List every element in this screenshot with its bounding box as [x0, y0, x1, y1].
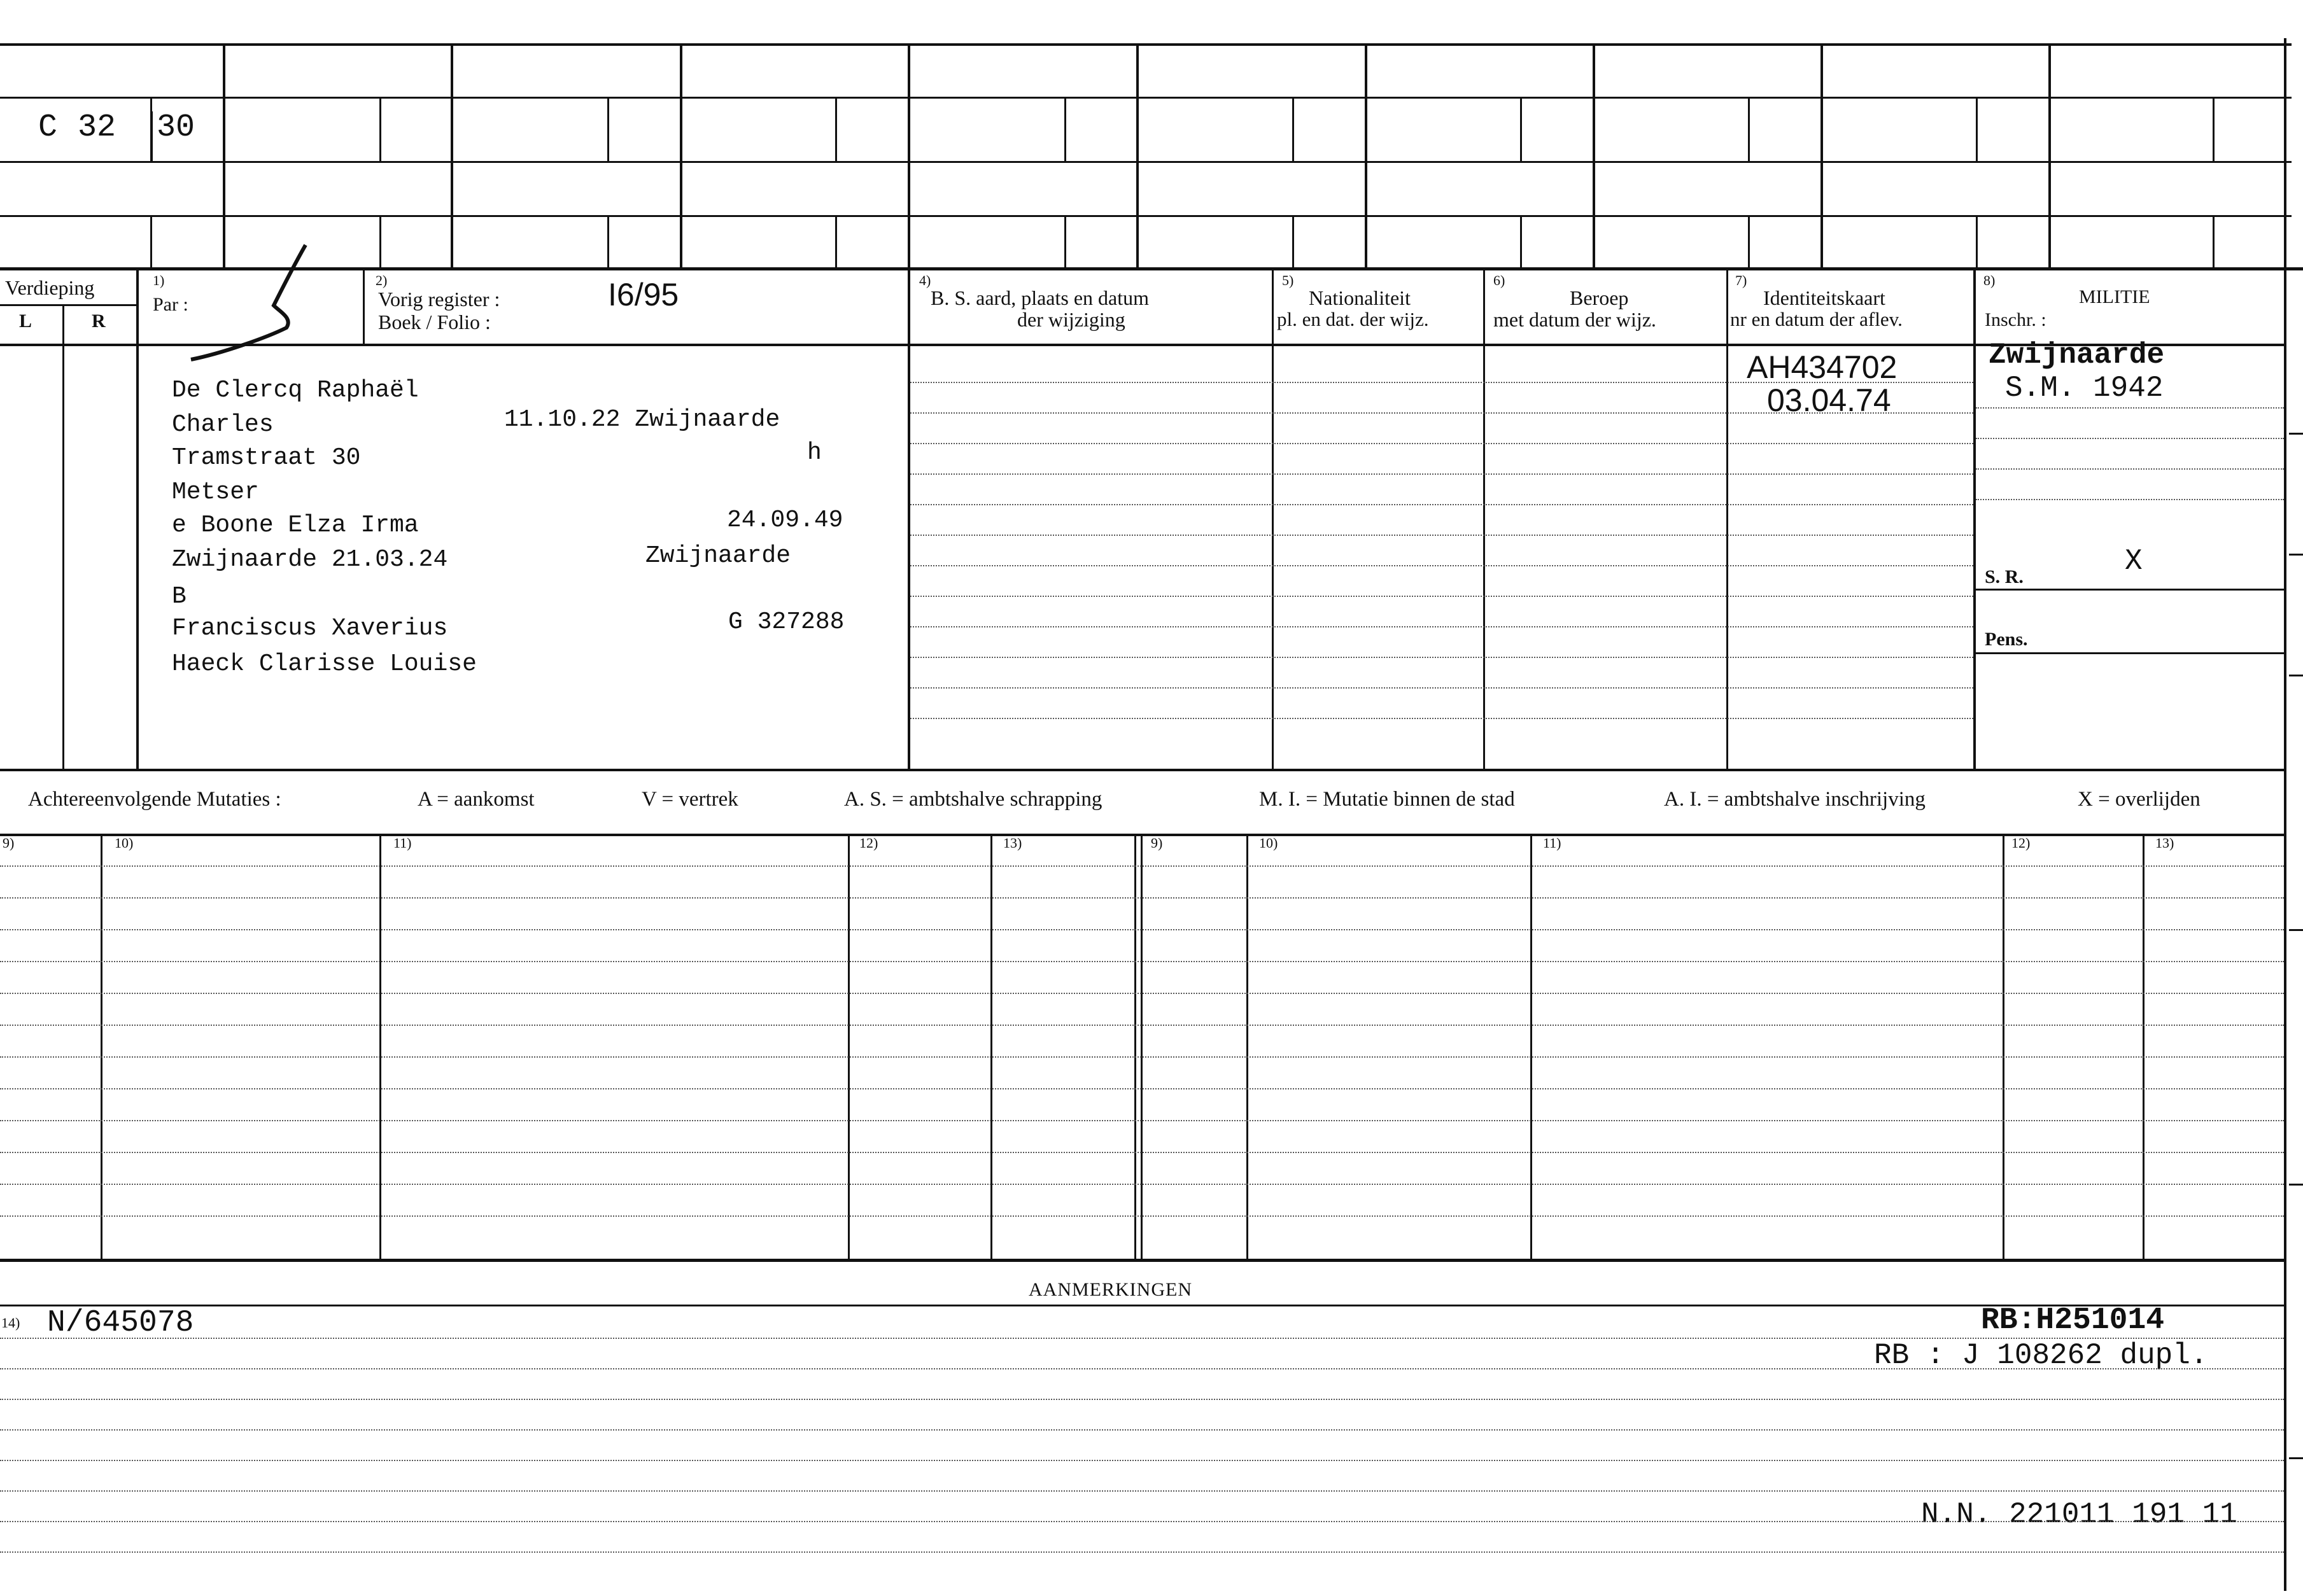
code-letter: C: [38, 109, 58, 146]
par-label: Par :: [153, 294, 188, 315]
grid-line: [0, 215, 2292, 217]
ruling-line: [0, 1215, 2284, 1217]
ruling-line: [0, 1368, 2284, 1369]
mut-col-10b: 10): [1259, 835, 1278, 851]
mut-col-10: 10): [115, 835, 134, 851]
grid-divider: [1976, 97, 1978, 162]
grid-divider: [1292, 215, 1294, 269]
divider-par: [363, 269, 365, 345]
divider-beroep: [1483, 269, 1485, 770]
person-number: G 327288: [728, 608, 845, 636]
vorig-register-label: Vorig register :: [378, 288, 500, 311]
mut-col-12: 12): [859, 835, 878, 851]
grid-line: [0, 97, 2292, 99]
grid-divider: [1593, 43, 1595, 269]
margin-tick: [2289, 1184, 2303, 1186]
grid-divider: [1064, 215, 1066, 269]
note-4: 4): [919, 272, 931, 288]
top-border: [0, 43, 2292, 46]
ruling-line: [0, 929, 2284, 930]
mutatie-a: A = aankomst: [418, 788, 535, 811]
militie-place: Zwijnaarde: [1989, 339, 2165, 372]
inschr-label: Inschr. :: [1985, 309, 2046, 330]
ruling-line: [0, 865, 2284, 867]
code-suffix: 30: [157, 109, 195, 146]
ruling-line: [0, 1025, 2284, 1026]
ruling-line: [0, 1152, 2284, 1153]
militie-year: S.M. 1942: [2005, 372, 2164, 405]
aanmerkingen-title: AANMERKINGEN: [1029, 1279, 1192, 1300]
note-1: 1): [153, 272, 165, 288]
ruling-line: [0, 1184, 2284, 1185]
ruling-line: [910, 565, 1973, 566]
mut-col: [990, 835, 992, 1260]
divider-verdieping: [136, 269, 139, 770]
ruling-line: [1976, 499, 2284, 500]
mut-col: [1246, 835, 1248, 1260]
grid-divider: [2048, 43, 2051, 269]
id-label-2: nr en datum der aflev.: [1730, 308, 1903, 330]
margin-tick: [2289, 929, 2303, 931]
ruling-line: [0, 1551, 2284, 1553]
mut-col-13b: 13): [2155, 835, 2174, 851]
margin-tick: [2289, 554, 2303, 556]
ruling-line: [0, 1521, 2284, 1522]
note-8: 8): [1983, 272, 1996, 288]
ruling-line: [0, 1088, 2284, 1089]
mutatie-x: X = overlijden: [2078, 788, 2201, 811]
vorig-register-value: I6/95: [608, 277, 679, 312]
grid-divider: [607, 97, 609, 162]
handwritten-mark: [185, 242, 325, 363]
note-6: 6): [1493, 272, 1505, 288]
divider-l-r: [62, 304, 64, 770]
person-marriage-date: 24.09.49: [727, 507, 843, 534]
grid-divider: [1520, 215, 1522, 269]
mutatie-mi: M. I. = Mutatie binnen de stad: [1259, 788, 1515, 811]
ruling-line: [910, 687, 1973, 689]
divider-id: [1726, 269, 1728, 770]
ruling-line: [910, 596, 1973, 597]
sr-mark: X: [2125, 545, 2143, 578]
code-number: 32: [78, 109, 116, 146]
person-profession: Metser: [172, 479, 259, 506]
nn-number: N.N. 221011 191 11: [1921, 1498, 2237, 1531]
divider-nat: [1272, 269, 1274, 770]
mut-col-13: 13): [1003, 835, 1022, 851]
code-divider: [150, 111, 153, 162]
mutatie-v: V = vertrek: [642, 788, 738, 811]
ruling-line: [910, 504, 1973, 505]
ruling-line: [1976, 438, 2284, 439]
n-number: N/645078: [47, 1306, 194, 1340]
grid-divider: [150, 215, 152, 269]
mut-col: [848, 835, 850, 1260]
nat-label-1: Nationaliteit: [1309, 286, 1411, 309]
margin-tick: [2289, 1457, 2303, 1459]
beroep-label-1: Beroep: [1570, 286, 1629, 309]
person-birth: 11.10.22 Zwijnaarde: [504, 406, 780, 433]
grid-line: [0, 161, 2292, 163]
mut-col-11b: 11): [1543, 835, 1561, 851]
mutaties-bottom-line: [0, 1259, 2285, 1262]
ruling-line: [910, 535, 1973, 536]
grid-divider: [1520, 97, 1522, 162]
grid-divider: [2213, 215, 2215, 269]
mut-col: [1530, 835, 1532, 1260]
grid-divider: [1821, 43, 1823, 269]
ruling-line: [0, 1429, 2284, 1431]
grid-divider: [1365, 43, 1367, 269]
person-mother: Haeck Clarisse Louise: [172, 650, 477, 678]
sr-label: S. R.: [1985, 566, 2024, 587]
r-label: R: [92, 311, 106, 332]
militie-label: MILITIE: [2079, 286, 2150, 307]
person-marriage-place: Zwijnaarde: [645, 542, 791, 570]
note-14: 14): [1, 1315, 20, 1331]
mut-col-9: 9): [3, 835, 15, 851]
ruling-line: [0, 1490, 2284, 1492]
ruling-line: [0, 1460, 2284, 1461]
person-father: Franciscus Xaverius: [172, 615, 448, 642]
grid-divider: [607, 215, 609, 269]
mut-col-11: 11): [393, 835, 412, 851]
person-spouse-birth: Zwijnaarde 21.03.24: [172, 546, 448, 573]
divider-bs: [908, 269, 910, 770]
grid-divider: [680, 43, 682, 269]
margin-tick: [2289, 433, 2303, 435]
grid-divider: [835, 215, 837, 269]
grid-divider: [1064, 97, 1066, 162]
divider-militie: [1973, 269, 1976, 770]
grid-divider: [451, 43, 453, 269]
note-5: 5): [1282, 272, 1294, 288]
mutaties-label: Achtereenvolgende Mutaties :: [28, 788, 281, 811]
mut-col: [1134, 835, 1136, 1260]
grid-divider: [1976, 215, 1978, 269]
bs-label-1: B. S. aard, plaats en datum: [931, 286, 1150, 309]
person-second-name: Charles: [172, 411, 274, 438]
person-spouse: e Boone Elza Irma: [172, 512, 419, 539]
ruling-line: [910, 443, 1973, 444]
grid-divider: [835, 97, 837, 162]
id-label-1: Identiteitskaart: [1763, 286, 1885, 309]
rb-number-1: RB:H251014: [1981, 1303, 2165, 1338]
ruling-line: [1976, 407, 2284, 409]
pens-label: Pens.: [1985, 629, 2028, 650]
rb-number-2: RB : J 108262 dupl.: [1874, 1339, 2208, 1372]
grid-divider: [908, 43, 910, 269]
l-label: L: [19, 311, 32, 332]
mut-col-9b: 9): [1151, 835, 1163, 851]
verdieping-label: Verdieping: [5, 276, 95, 299]
ruling-line: [0, 897, 2284, 899]
ruling-line: [910, 473, 1973, 475]
mutaties-top-line: [0, 834, 2285, 836]
militie-sr-line: [1975, 589, 2285, 591]
mut-col: [2143, 835, 2145, 1260]
mutatie-as: A. S. = ambtshalve schrapping: [844, 788, 1102, 811]
ruling-line: [910, 657, 1973, 658]
mut-col: [101, 835, 102, 1260]
ruling-line: [1976, 468, 2284, 470]
identity-number: AH434702: [1747, 349, 1898, 385]
ruling-line: [910, 626, 1973, 627]
right-border: [2284, 38, 2286, 1591]
identity-date: 03.04.74: [1767, 382, 1891, 418]
mutatie-ai: A. I. = ambtshalve inschrijving: [1664, 788, 1926, 811]
section-bottom-line: [0, 769, 2285, 771]
note-2: 2): [376, 272, 388, 288]
header-bottom-line: [0, 344, 2284, 346]
grid-divider: [1136, 43, 1139, 269]
ruling-line: [0, 1120, 2284, 1121]
person-name: De Clercq Raphaël: [172, 377, 419, 404]
militie-pens-line: [1975, 652, 2285, 654]
grid-divider: [2213, 97, 2215, 162]
grid-divider: [223, 43, 225, 269]
ruling-line: [0, 1399, 2284, 1400]
ruling-line: [0, 993, 2284, 994]
grid-divider: [1748, 97, 1750, 162]
mut-col-12b: 12): [2011, 835, 2031, 851]
nat-label-2: pl. en dat. der wijz.: [1277, 308, 1429, 330]
mut-col: [2003, 835, 2004, 1260]
grid-divider: [379, 215, 381, 269]
person-mark-h: h: [807, 439, 822, 466]
mut-col: [1141, 835, 1143, 1260]
bs-label-2: der wijziging: [1017, 308, 1125, 331]
mut-col: [379, 835, 381, 1260]
verdieping-split: [0, 304, 137, 306]
grid-divider: [1292, 97, 1294, 162]
ruling-line: [910, 718, 1973, 719]
ruling-line: [0, 961, 2284, 962]
note-7: 7): [1735, 272, 1747, 288]
person-address: Tramstraat 30: [172, 444, 361, 472]
grid-divider: [379, 97, 381, 162]
person-b: B: [172, 583, 187, 610]
grid-line: [0, 267, 2303, 270]
grid-divider: [1748, 215, 1750, 269]
ruling-line: [0, 1056, 2284, 1058]
margin-tick: [2289, 675, 2303, 676]
beroep-label-2: met datum der wijz.: [1493, 308, 1656, 331]
aanmerkingen-line: [0, 1305, 2285, 1306]
ruling-line: [0, 1338, 2284, 1339]
boek-folio-label: Boek / Folio :: [378, 311, 491, 333]
